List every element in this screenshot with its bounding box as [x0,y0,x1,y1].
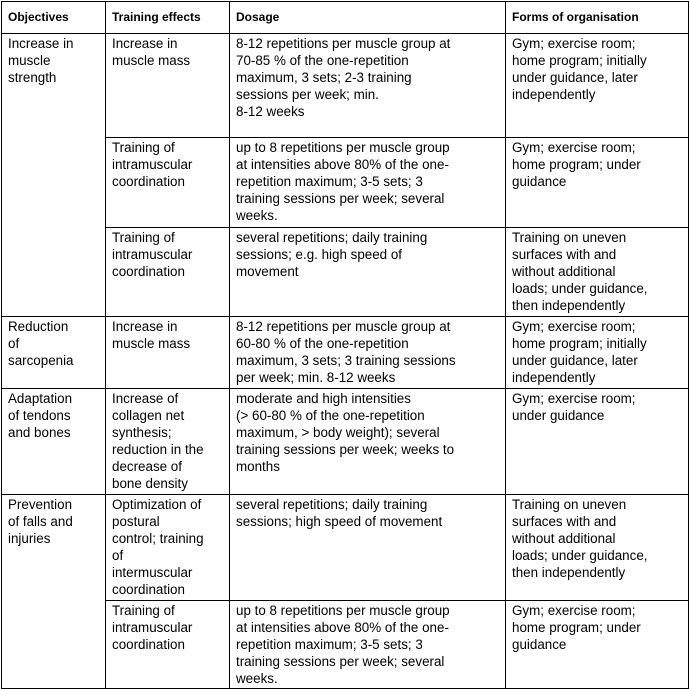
dosage-cell: moderate and high intensities (> 60-80 % of the one-repetition maximum, > body weight); several training sessions per week; weeks to months [230,389,506,495]
objective-cell: Reduction of sarcopenia [2,317,106,389]
training-effect-cell: Increase in muscle mass [106,317,230,389]
forms-cell: Gym; exercise room; home program; under guidance [506,138,689,228]
dosage-cell: up to 8 repetitions per muscle group at intensities above 80% of the one- repetition maximum; 3-5 sets; 3 training sessions per week; several weeks. [230,138,506,228]
objective-cell: Adaptation of tendons and bones [2,389,106,495]
objective-cell: Prevention of falls and injuries [2,495,106,689]
table-row [2,138,689,228]
objective-cell: Increase in muscle strength [2,34,106,317]
training-effect-cell: Training of intramuscular coordination [106,601,230,689]
training-effect-cell: Optimization of postural control; training of intermuscular coordination [106,495,230,601]
forms-cell: Training on uneven surfaces with and without additional loads; under guidance, then independently [506,495,689,601]
training-table [1,1,689,689]
dosage-cell: up to 8 repetitions per muscle group at intensities above 80% of the one- repetition maximum; 3-5 sets; 3 training sessions per week; several weeks. [230,601,506,689]
forms-cell: Gym; exercise room; home program; under guidance [506,601,689,689]
header-objectives: Objectives [2,2,106,34]
training-effect-cell: Training of intramuscular coordination [106,228,230,317]
table-row [2,228,689,317]
header-dosage: Dosage [230,2,506,34]
table-row [2,317,689,389]
table-row [2,389,689,495]
header-training-effects: Training effects [106,2,230,34]
forms-cell: Gym; exercise room; under guidance [506,389,689,495]
training-effect-cell: Increase of collagen net synthesis; reduction in the decrease of bone density [106,389,230,495]
dosage-cell: several repetitions; daily training sessions; e.g. high speed of movement [230,228,506,317]
training-effect-cell: Training of intramuscular coordination [106,138,230,228]
forms-cell: Gym; exercise room; home program; initially under guidance, later independently [506,34,689,138]
table-row [2,34,689,138]
forms-cell: Gym; exercise room; home program; initially under guidance, later independently [506,317,689,389]
dosage-cell: 8-12 repetitions per muscle group at 60-80 % of the one-repetition maximum, 3 sets; 3 training sessions per week; min. 8-12 weeks [230,317,506,389]
header-forms-of-organisation: Forms of organisation [506,2,689,34]
training-effect-cell: Increase in muscle mass [106,34,230,138]
table-row [2,601,689,689]
forms-cell: Training on uneven surfaces with and without additional loads; under guidance, then independently [506,228,689,317]
dosage-cell: 8-12 repetitions per muscle group at 70-85 % of the one-repetition maximum, 3 sets; 2-3 training sessions per week; min. 8-12 weeks [230,34,506,138]
header-row [2,2,689,34]
table-row [2,495,689,601]
dosage-cell: several repetitions; daily training sessions; high speed of movement [230,495,506,601]
